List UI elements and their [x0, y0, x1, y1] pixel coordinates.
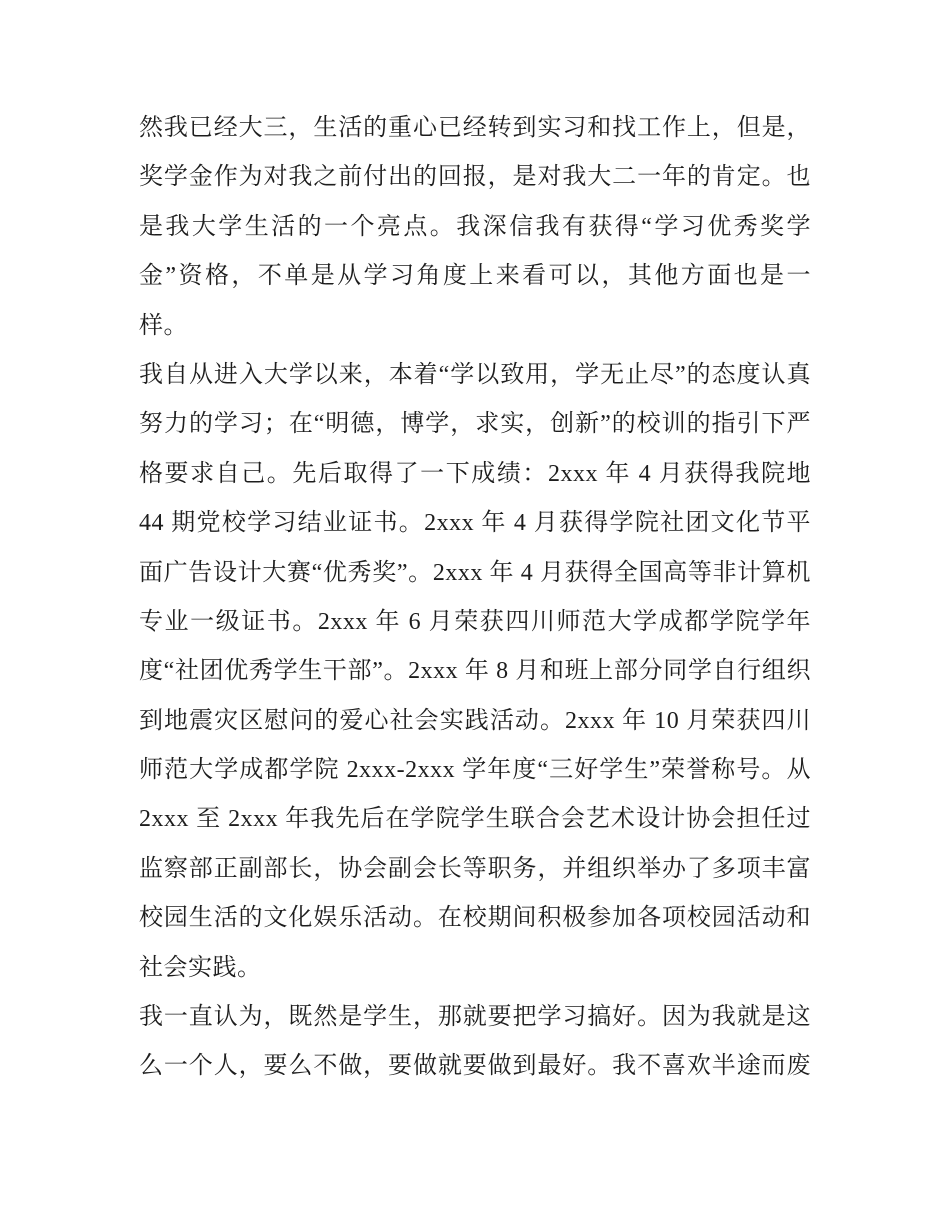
text-line: 社会实践。	[139, 954, 262, 981]
text-line: 么一个人，要么不做，要做就要做到最好。我不喜欢半途而废	[139, 1053, 811, 1080]
text-block	[139, 104, 811, 1092]
text-line: 校园生活的文化娱乐活动。在校期间积极参加各项校园活动和	[139, 905, 811, 932]
text-line: 样。	[139, 312, 188, 339]
text-line: 44 期党校学习结业证书。2xxx 年 4 月获得学院社团文化节平	[139, 510, 811, 537]
text-line: 到地震灾区慰问的爱心社会实践活动。2xxx 年 10 月荣获四川	[139, 707, 811, 734]
text-line: 努力的学习；在“明德，博学，求实，创新”的校训的指引下严	[139, 411, 811, 438]
text-line: 我一直认为，既然是学生，那就要把学习搞好。因为我就是这	[139, 1004, 811, 1031]
text-line: 度“社团优秀学生干部”。2xxx 年 8 月和班上部分同学自行组织	[139, 658, 811, 685]
text-line: 监察部正副部长，协会副会长等职务，并组织举办了多项丰富	[139, 855, 811, 882]
text-line: 是我大学生活的一个亮点。我深信我有获得“学习优秀奖学	[139, 213, 811, 240]
text-line: 面广告设计大赛“优秀奖”。2xxx 年 4 月获得全国高等非计算机	[139, 559, 811, 586]
text-line: 然我已经大三，生活的重心已经转到实习和找工作上，但是，	[139, 115, 811, 141]
text-line: 格要求自己。先后取得了一下成绩：2xxx 年 4 月获得我院地	[139, 460, 811, 487]
text-line: 金”资格，不单是从学习角度上来看可以，其他方面也是一	[139, 263, 811, 290]
text-line: 专业一级证书。2xxx 年 6 月荣获四川师范大学成都学院学年	[139, 608, 811, 635]
text-line: 师范大学成都学院 2xxx-2xxx 学年度“三好学生”荣誉称号。从	[139, 757, 811, 784]
text-line: 我自从进入大学以来，本着“学以致用，学无止尽”的态度认真	[139, 361, 811, 388]
text-line: 奖学金作为对我之前付出的回报，是对我大二一年的肯定。也	[139, 164, 811, 191]
text-line: 2xxx 至 2xxx 年我先后在学院学生联合会艺术设计协会担任过	[139, 806, 811, 833]
